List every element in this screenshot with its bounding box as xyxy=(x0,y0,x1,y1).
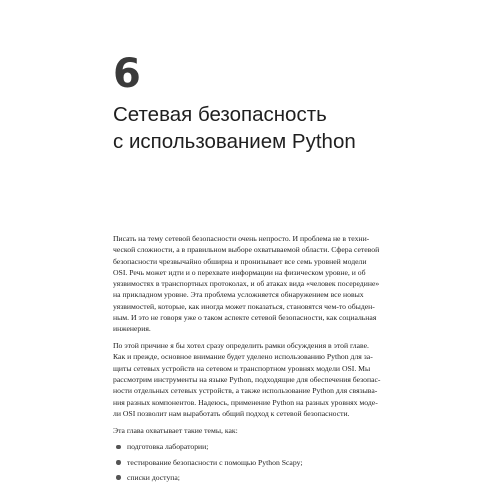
bullet-icon xyxy=(116,445,121,450)
chapter-title xyxy=(113,101,443,155)
paragraph xyxy=(113,233,391,335)
chapter-title-line: с использованием Python xyxy=(113,130,356,153)
list-item xyxy=(113,472,391,483)
chapter-title-line: Сетевая безопасность xyxy=(113,103,327,126)
text-line: рассмотрим инструменты на языке Python, подходящие для обеспечения безопас- xyxy=(113,374,381,384)
list-item-text: подготовка лаборатории; xyxy=(127,442,209,452)
bullet-icon xyxy=(116,475,121,480)
text-line: на прикладном уровне. Эта проблема усложняется обнаружением все новых xyxy=(113,290,364,300)
text-line: ческой сложности, а в правильном выборе охватываемой области. Сфера сетевой xyxy=(113,245,380,255)
list-item xyxy=(113,457,391,468)
text-line: ния разных компонентов. Надеюсь, применение Python на разных уровнях моде- xyxy=(113,397,378,407)
text-line: инженерия. xyxy=(113,324,151,334)
text-line: ности отдельных сетевых устройств, а также использование Python для связыва- xyxy=(113,386,378,396)
list-item xyxy=(113,441,391,452)
list-item-text: тестирование безопасности с помощью Python Scapy; xyxy=(127,457,303,467)
text-line: По этой причине я бы хотел сразу определить рамки обсуждения в этой главе. xyxy=(113,341,369,351)
text-line: OSI. Речь может идти и о перехвате информации на физическом уровне, и об xyxy=(113,267,366,277)
text-line: Как и прежде, основное внимание будет уделено использованию Python для за- xyxy=(113,352,373,362)
topic-list xyxy=(113,441,391,483)
text-line: Писать на тему сетевой безопасности очень непросто. И проблема не в техни- xyxy=(113,234,370,243)
list-item-text: списки доступа; xyxy=(127,473,180,483)
chapter-body xyxy=(113,233,391,488)
paragraph xyxy=(113,425,391,436)
bullet-icon xyxy=(116,460,121,465)
paragraph xyxy=(113,340,391,419)
text-line: ным. И это не говоря уже о таком аспекте сетевой безопасности, как социальная xyxy=(113,313,377,323)
text-line: уязвимостей, которые, как иногда может показаться, становятся чем-то обыден- xyxy=(113,301,375,311)
text-line: уязвимостях в транспортных протоколах, и об атаках вида «человек посередине» xyxy=(113,279,380,289)
text-line: безопасности чрезвычайно обширна и пронизывает все семь уровней модели xyxy=(113,256,367,266)
text-line: щиты сетевых устройств на сетевом и транспортном уровнях модели OSI. Мы xyxy=(113,363,371,373)
text-line: Эта глава охватывает такие темы, как: xyxy=(113,425,238,435)
text-line: ли OSI позволит нам выработать общий подход к сетевой безопасности. xyxy=(113,408,350,418)
chapter-number: 6 xyxy=(113,51,141,97)
